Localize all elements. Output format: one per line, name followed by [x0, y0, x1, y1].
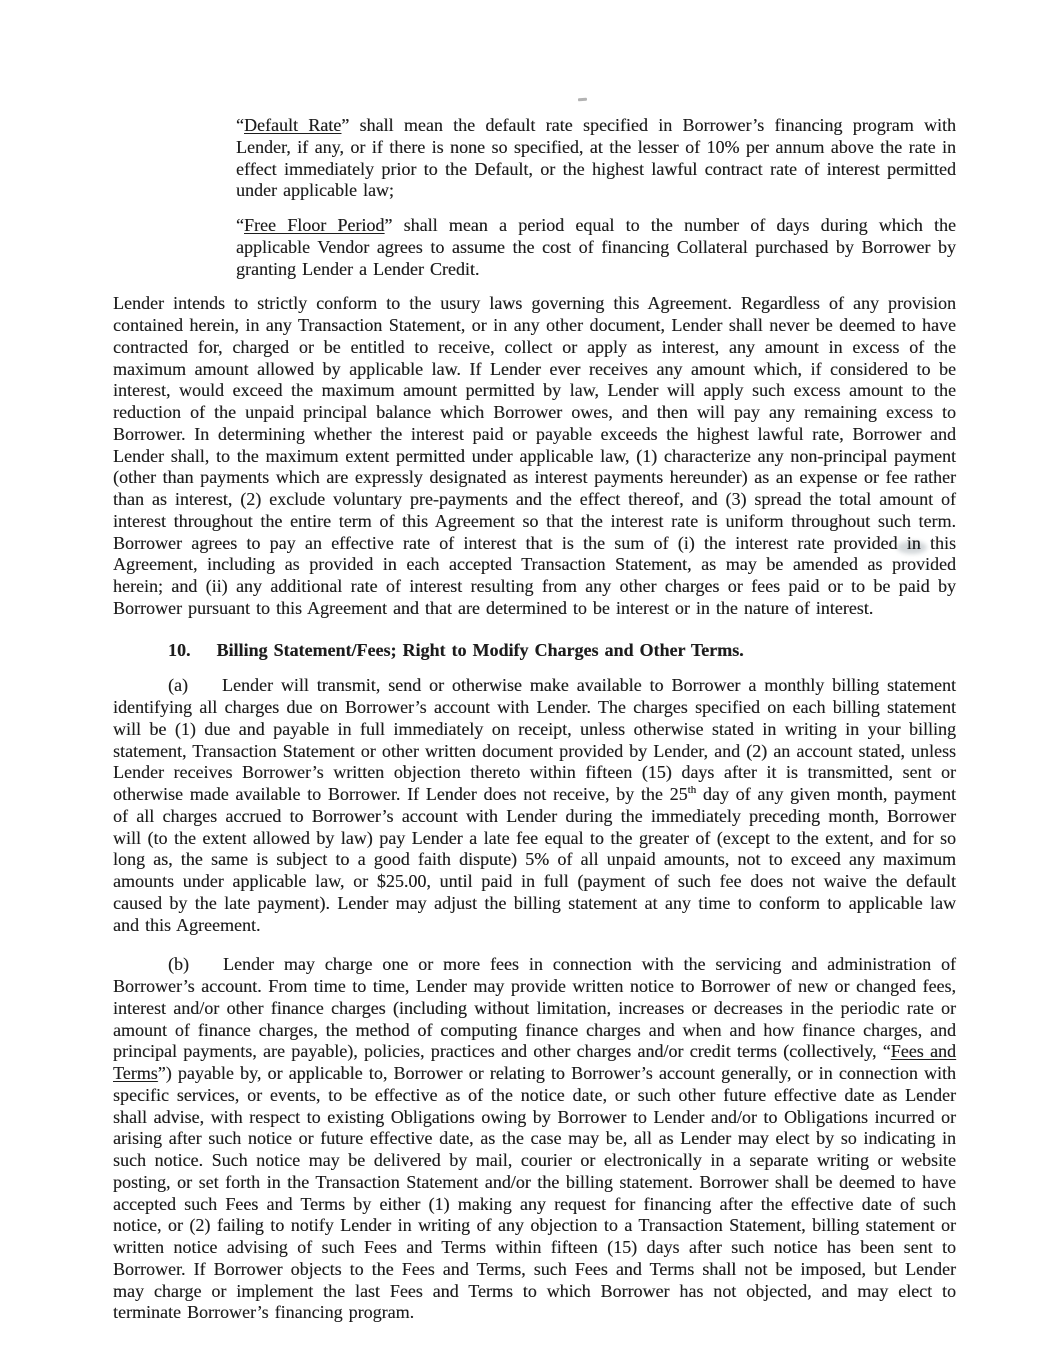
section-10-heading: [113, 640, 956, 662]
text-run: ”) payable by, or applicable to, Borrower or relating to Borrower’s account generally, or in connection with specific services, or events, to be effective as of the notice date, or such other future effective date as Lender shall advise, with respect to existing Obligations owing by Borrower to Lender and/or to Obligations incurred or arising after such notice or future effective date, as the case may be, all as Lender may elect by so indicating in such notice. Such notice may be delivered by mail, courier or electronically in a separate writing or website posting, or set forth in the Transaction Statement and/or the billing statement. Borrower shall be deemed to have accepted such Fees and Terms by either (1) making any request for financing after the effective date of such notice, or (2) failing to notify Lender in writing of any objection to a Transaction Statement, billing statement or written notice advising of such Fees and Terms within fifteen (15) days after such notice has been sent to Borrower. If Borrower objects to the Fees and Terms, such Fees and Terms shall not be imposed, but Lender may charge or implement the last Fees and Terms to which Borrower has not objected, and may elect to terminate Borrower’s financing program.: [113, 1063, 956, 1323]
text-run: ” shall mean a period equal to the number of days during which the applicable Vendor agrees to assume the cost of financing Collateral purchased by Borrower by granting Lender a Lender Credit.: [236, 215, 956, 279]
text-run: Fees and Terms: [113, 1041, 957, 1083]
text-run: th: [687, 784, 697, 796]
paragraph-a: [113, 675, 956, 936]
text-run: day of any given month, payment of all charges accrued to Borrower’s account with Lender during the immediately preceding month, Borrower will (to the extent allowed by law) pay Lender a late fee equal to the greater of (except to the extent, and for so long as, the same is subject to a good faith dispute) 5% of all unpaid amounts, not to exceed any maximum amounts under applicable law, or $25.00, until paid in full (payment of such fee does not waive the default caused by the late payment). Lender may adjust the billing statement at any time to conform to applicable law and this Agreement.: [113, 784, 956, 935]
paragraph-b-label: (b): [168, 954, 189, 975]
text-run: Billing Statement/Fees; Right to Modify Charges and Other Terms.: [216, 639, 744, 660]
text-run: Lender will transmit, send or otherwise make available to Borrower a monthly billing statement identifying all charges due on Borrower’s account with Lender. The charges specified on each billing statement will be (1) due and payable in full immediately on receipt, unless otherwise stated in writing in your billing statement, Transaction Statement or other written document provided by Lender, and (2) an account stated, unless Lender receives Borrower’s written objection thereto within fifteen (15) days after it is transmitted, sent or otherwise made available to Borrower. If Lender does not receive, by the 25: [113, 675, 956, 804]
text-run: “: [236, 115, 244, 135]
definition-default-rate: [236, 115, 956, 202]
paragraph-b: [113, 954, 956, 1324]
document-body: [113, 115, 956, 1342]
text-run: Lender may charge one or more fees in connection with the servicing and administration of Borrower’s account. From time to time, Lender may provide written notice to Borrower of new or changed fees, interest and/or other finance charges (including without limitation, increases or decreases in the periodic rate or amount of finance charges, the method of computing finance charges and when and how finance charges, and principal payments, are payable), policies, practices and other charges and/or credit terms (collectively, “: [113, 954, 956, 1062]
text-run: “: [236, 215, 244, 235]
text-run: Default Rate: [244, 115, 342, 135]
paragraph-a-label: (a): [168, 675, 188, 696]
definition-free-floor-period: [236, 215, 956, 280]
scan-artifact-dash: [578, 98, 587, 102]
text-run: Free Floor Period: [244, 215, 385, 235]
text-run: ” shall mean the default rate specified in Borrower’s financing program with Lender, if any, or if there is none so specified, at the lesser of 10% per annum above the rate in effect immediately prior to the Default, or the highest lawful contract rate of interest permitted under applicable law;: [236, 115, 956, 201]
text-run: Lender intends to strictly conform to the usury laws governing this Agreement. Regardless of any provision contained herein, in any Transaction Statement, or in any other document, Lender shall never be deemed to have contracted for, charged or be entitled to receive, collect or apply as interest, any amount in excess of the maximum amount allowed by applicable law. If Lender ever receives any amount which, if considered to be interest, would exceed the maximum amount permitted by law, Lender will apply such excess amount to the reduction of the unpaid principal balance which Borrower owes, and then will pay any remaining excess to Borrower. In determining whether the interest paid or payable exceeds the highest lawful rate, Borrower and Lender shall, to the maximum extent permitted under applicable law, (1) characterize any non-principal payment (other than payments which are expressly designated as interest payments hereunder) as an expense or fee rather than as interest, (2) exclude voluntary pre-payments and the effect thereof, and (3) spread the total amount of interest throughout the entire term of this Agreement so that the interest rate is uniform throughout such term. Borrower agrees to pay an effective rate of interest that is the sum of (i) the interest rate provided in this Agreement, including as provided in each accepted Transaction Statement, as may be amended as provided herein; and (ii) any additional rate of interest resulting from any other charges or fees paid or to be paid by Borrower pursuant to this Agreement and that are determined to be interest or in the nature of interest.: [113, 293, 956, 618]
usury-paragraph: [113, 293, 956, 619]
section-10-heading-label: 10.: [168, 639, 191, 660]
